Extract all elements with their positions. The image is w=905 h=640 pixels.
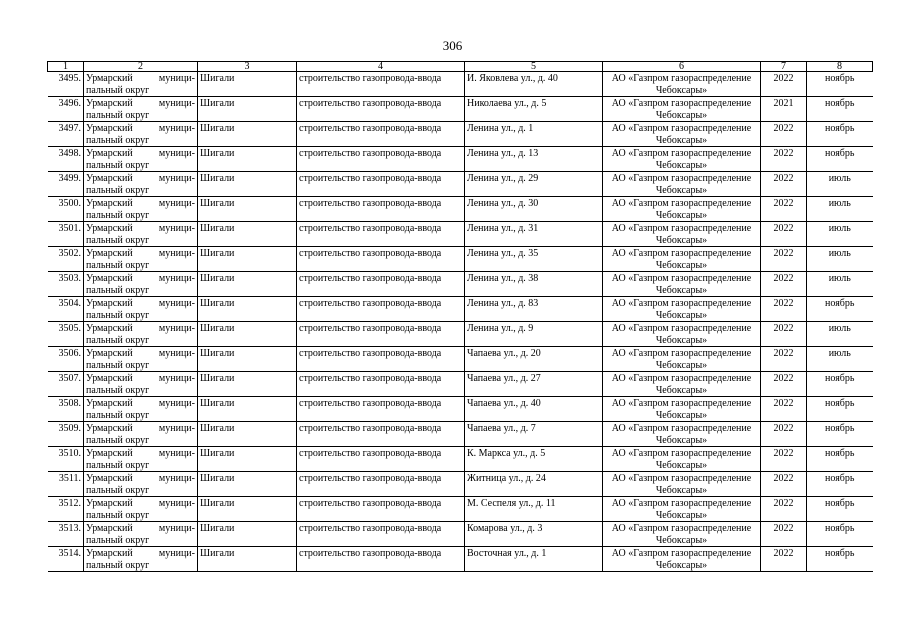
table-row [48,97,873,122]
organization-cell [603,422,761,447]
work-type-cell: строительство газопровода-ввода [297,247,465,272]
organization-line2: Чебоксары» [655,534,708,546]
organization-line2: Чебоксары» [655,334,708,346]
month-cell: июль [807,172,873,197]
district-cell [84,347,198,372]
organization-line2: Чебоксары» [655,359,708,371]
organization-cell [603,122,761,147]
address-cell: Ленина ул., д. 9 [465,322,603,347]
address-cell: Ленина ул., д. 1 [465,122,603,147]
year-cell: 2022 [761,147,807,172]
settlement-cell: Шигали [198,97,297,122]
district-name: Урмарский [86,348,133,359]
organization-line2: Чебоксары» [655,84,708,96]
organization-cell [603,472,761,497]
organization-line1: АО «Газпром газораспределение [611,498,752,509]
work-type-cell: строительство газопровода-ввода [297,447,465,472]
district-name: Урмарский [86,298,133,309]
month-cell: ноябрь [807,447,873,472]
work-type-cell: строительство газопровода-ввода [297,322,465,347]
settlement-cell: Шигали [198,172,297,197]
district-name: Урмарский [86,98,133,109]
month-cell: июль [807,197,873,222]
district-cell [84,547,198,572]
row-number: 3498. [48,147,84,172]
column-header: 8 [807,62,873,72]
row-number: 3500. [48,197,84,222]
work-type-cell: строительство газопровода-ввода [297,172,465,197]
organization-line2: Чебоксары» [655,284,708,296]
organization-line1: АО «Газпром газораспределение [611,73,752,84]
organization-cell [603,247,761,272]
district-type-part2: пальный округ [86,484,150,496]
district-cell [84,322,198,347]
settlement-cell: Шигали [198,147,297,172]
district-type-part2: пальный округ [86,109,150,121]
row-number: 3506. [48,347,84,372]
organization-line2: Чебоксары» [655,384,708,396]
settlement-cell: Шигали [198,372,297,397]
district-cell [84,372,198,397]
district-type-part1: муници- [158,98,195,109]
column-number-row [48,62,873,72]
year-cell: 2021 [761,97,807,122]
district-type-part2: пальный округ [86,509,150,521]
organization-cell [603,197,761,222]
month-cell: ноябрь [807,547,873,572]
organization-cell [603,72,761,97]
table-row [48,72,873,97]
district-type-part2: пальный округ [86,309,150,321]
row-number: 3512. [48,497,84,522]
organization-line1: АО «Газпром газораспределение [611,223,752,234]
month-cell: ноябрь [807,97,873,122]
district-type-part2: пальный округ [86,134,150,146]
table-row [48,522,873,547]
organization-line2: Чебоксары» [655,484,708,496]
table-row [48,397,873,422]
organization-cell [603,547,761,572]
page-number: 306 [442,38,463,53]
district-name: Урмарский [86,173,133,184]
address-cell: Ленина ул., д. 35 [465,247,603,272]
year-cell: 2022 [761,122,807,147]
district-cell [84,447,198,472]
district-type-part2: пальный округ [86,234,150,246]
gas-connection-table [47,61,873,572]
month-cell: ноябрь [807,297,873,322]
district-type-part2: пальный округ [86,409,150,421]
address-cell: Ленина ул., д. 31 [465,222,603,247]
district-type-part1: муници- [158,223,195,234]
column-header: 4 [297,62,465,72]
organization-cell [603,522,761,547]
table-row [48,272,873,297]
district-type-part1: муници- [158,123,195,134]
organization-cell [603,397,761,422]
district-cell [84,497,198,522]
organization-line1: АО «Газпром газораспределение [611,473,752,484]
organization-line1: АО «Газпром газораспределение [611,173,752,184]
table-row [48,222,873,247]
column-header: 5 [465,62,603,72]
table-row [48,547,873,572]
address-cell: Житница ул., д. 24 [465,472,603,497]
district-name: Урмарский [86,373,133,384]
month-cell: ноябрь [807,497,873,522]
district-type-part1: муници- [158,298,195,309]
district-name: Урмарский [86,548,133,559]
organization-line2: Чебоксары» [655,109,708,121]
organization-cell [603,497,761,522]
district-name: Урмарский [86,398,133,409]
table-row [48,297,873,322]
district-name: Урмарский [86,423,133,434]
organization-cell [603,172,761,197]
address-cell: К. Маркса ул., д. 5 [465,447,603,472]
year-cell: 2022 [761,347,807,372]
table-body [48,62,873,572]
year-cell: 2022 [761,172,807,197]
district-type-part1: муници- [158,498,195,509]
work-type-cell: строительство газопровода-ввода [297,347,465,372]
district-name: Урмарский [86,273,133,284]
district-cell [84,247,198,272]
district-type-part2: пальный округ [86,359,150,371]
year-cell: 2022 [761,372,807,397]
table-row [48,122,873,147]
row-number: 3499. [48,172,84,197]
settlement-cell: Шигали [198,447,297,472]
organization-line2: Чебоксары» [655,509,708,521]
district-name: Урмарский [86,323,133,334]
table-row [48,172,873,197]
month-cell: ноябрь [807,522,873,547]
work-type-cell: строительство газопровода-ввода [297,272,465,297]
address-cell: Николаева ул., д. 5 [465,97,603,122]
organization-line2: Чебоксары» [655,559,708,571]
district-name: Урмарский [86,248,133,259]
district-type-part1: муници- [158,548,195,559]
organization-line1: АО «Газпром газораспределение [611,123,752,134]
work-type-cell: строительство газопровода-ввода [297,222,465,247]
district-type-part1: муници- [158,473,195,484]
address-cell: М. Сеспеля ул., д. 11 [465,497,603,522]
year-cell: 2022 [761,397,807,422]
organization-line1: АО «Газпром газораспределение [611,448,752,459]
year-cell: 2022 [761,322,807,347]
month-cell: июль [807,347,873,372]
month-cell: ноябрь [807,122,873,147]
organization-line1: АО «Газпром газораспределение [611,198,752,209]
district-name: Урмарский [86,73,133,84]
address-cell: Ленина ул., д. 30 [465,197,603,222]
settlement-cell: Шигали [198,522,297,547]
organization-line1: АО «Газпром газораспределение [611,323,752,334]
district-cell [84,147,198,172]
district-type-part1: муници- [158,148,195,159]
work-type-cell: строительство газопровода-ввода [297,197,465,222]
settlement-cell: Шигали [198,322,297,347]
settlement-cell: Шигали [198,547,297,572]
work-type-cell: строительство газопровода-ввода [297,147,465,172]
organization-cell [603,97,761,122]
organization-line1: АО «Газпром газораспределение [611,398,752,409]
organization-line2: Чебоксары» [655,434,708,446]
year-cell: 2022 [761,547,807,572]
district-cell [84,72,198,97]
organization-cell [603,222,761,247]
address-cell: Чапаева ул., д. 27 [465,372,603,397]
year-cell: 2022 [761,197,807,222]
work-type-cell: строительство газопровода-ввода [297,547,465,572]
organization-line1: АО «Газпром газораспределение [611,148,752,159]
work-type-cell: строительство газопровода-ввода [297,372,465,397]
settlement-cell: Шигали [198,472,297,497]
table-row [48,447,873,472]
organization-cell [603,147,761,172]
settlement-cell: Шигали [198,497,297,522]
organization-line2: Чебоксары» [655,409,708,421]
settlement-cell: Шигали [198,297,297,322]
row-number: 3509. [48,422,84,447]
organization-line1: АО «Газпром газораспределение [611,248,752,259]
work-type-cell: строительство газопровода-ввода [297,497,465,522]
row-number: 3514. [48,547,84,572]
district-cell [84,97,198,122]
settlement-cell: Шигали [198,247,297,272]
row-number: 3510. [48,447,84,472]
district-type-part2: пальный округ [86,84,150,96]
year-cell: 2022 [761,222,807,247]
district-cell [84,122,198,147]
work-type-cell: строительство газопровода-ввода [297,72,465,97]
month-cell: июль [807,247,873,272]
organization-cell [603,297,761,322]
column-header: 1 [48,62,84,72]
work-type-cell: строительство газопровода-ввода [297,472,465,497]
district-type-part1: муници- [158,398,195,409]
table-row [48,372,873,397]
district-cell [84,272,198,297]
district-type-part1: муници- [158,73,195,84]
address-cell: Чапаева ул., д. 7 [465,422,603,447]
organization-line2: Чебоксары» [655,134,708,146]
settlement-cell: Шигали [198,272,297,297]
month-cell: ноябрь [807,72,873,97]
month-cell: ноябрь [807,397,873,422]
organization-line2: Чебоксары» [655,184,708,196]
work-type-cell: строительство газопровода-ввода [297,422,465,447]
settlement-cell: Шигали [198,197,297,222]
settlement-cell: Шигали [198,72,297,97]
address-cell: И. Яковлева ул., д. 40 [465,72,603,97]
district-type-part2: пальный округ [86,259,150,271]
district-name: Урмарский [86,148,133,159]
row-number: 3507. [48,372,84,397]
row-number: 3504. [48,297,84,322]
address-cell: Чапаева ул., д. 20 [465,347,603,372]
district-cell [84,522,198,547]
year-cell: 2022 [761,447,807,472]
address-cell: Восточная ул., д. 1 [465,547,603,572]
year-cell: 2022 [761,72,807,97]
district-cell [84,397,198,422]
row-number: 3497. [48,122,84,147]
organization-line1: АО «Газпром газораспределение [611,523,752,534]
row-number: 3502. [48,247,84,272]
table-row [48,247,873,272]
district-type-part1: муници- [158,198,195,209]
row-number: 3501. [48,222,84,247]
organization-cell [603,447,761,472]
column-header: 6 [603,62,761,72]
district-cell [84,172,198,197]
table-row [48,322,873,347]
district-name: Урмарский [86,523,133,534]
table-row [48,497,873,522]
district-type-part1: муници- [158,373,195,384]
month-cell: ноябрь [807,372,873,397]
district-name: Урмарский [86,223,133,234]
settlement-cell: Шигали [198,397,297,422]
organization-cell [603,347,761,372]
table-row [48,422,873,447]
address-cell: Комарова ул., д. 3 [465,522,603,547]
column-header: 7 [761,62,807,72]
organization-line2: Чебоксары» [655,159,708,171]
district-type-part2: пальный округ [86,209,150,221]
organization-cell [603,322,761,347]
organization-cell [603,372,761,397]
district-type-part2: пальный округ [86,184,150,196]
organization-line1: АО «Газпром газораспределение [611,273,752,284]
column-header: 3 [198,62,297,72]
district-type-part1: муници- [158,248,195,259]
district-type-part1: муници- [158,448,195,459]
organization-cell [603,272,761,297]
month-cell: ноябрь [807,422,873,447]
district-type-part1: муници- [158,348,195,359]
district-name: Урмарский [86,473,133,484]
organization-line1: АО «Газпром газораспределение [611,373,752,384]
organization-line1: АО «Газпром газораспределение [611,98,752,109]
settlement-cell: Шигали [198,222,297,247]
address-cell: Чапаева ул., д. 40 [465,397,603,422]
row-number: 3503. [48,272,84,297]
address-cell: Ленина ул., д. 13 [465,147,603,172]
year-cell: 2022 [761,497,807,522]
district-type-part2: пальный округ [86,559,150,571]
month-cell: ноябрь [807,472,873,497]
column-header: 2 [84,62,198,72]
row-number: 3511. [48,472,84,497]
organization-line2: Чебоксары» [655,209,708,221]
row-number: 3505. [48,322,84,347]
month-cell: ноябрь [807,147,873,172]
district-name: Урмарский [86,198,133,209]
district-type-part1: муници- [158,423,195,434]
organization-line2: Чебоксары» [655,459,708,471]
district-cell [84,197,198,222]
address-cell: Ленина ул., д. 83 [465,297,603,322]
organization-line1: АО «Газпром газораспределение [611,423,752,434]
year-cell: 2022 [761,472,807,497]
district-cell [84,222,198,247]
work-type-cell: строительство газопровода-ввода [297,297,465,322]
district-type-part2: пальный округ [86,384,150,396]
district-name: Урмарский [86,123,133,134]
district-type-part2: пальный округ [86,459,150,471]
year-cell: 2022 [761,422,807,447]
district-type-part1: муници- [158,323,195,334]
organization-line1: АО «Газпром газораспределение [611,348,752,359]
month-cell: июль [807,322,873,347]
month-cell: июль [807,222,873,247]
organization-line2: Чебоксары» [655,309,708,321]
district-cell [84,472,198,497]
district-type-part1: муници- [158,523,195,534]
organization-line2: Чебоксары» [655,259,708,271]
row-number: 3508. [48,397,84,422]
work-type-cell: строительство газопровода-ввода [297,522,465,547]
district-name: Урмарский [86,448,133,459]
settlement-cell: Шигали [198,347,297,372]
year-cell: 2022 [761,272,807,297]
settlement-cell: Шигали [198,422,297,447]
district-type-part2: пальный округ [86,284,150,296]
work-type-cell: строительство газопровода-ввода [297,122,465,147]
district-type-part1: муници- [158,273,195,284]
year-cell: 2022 [761,247,807,272]
settlement-cell: Шигали [198,122,297,147]
district-cell [84,422,198,447]
district-type-part1: муници- [158,173,195,184]
row-number: 3496. [48,97,84,122]
month-cell: июль [807,272,873,297]
organization-line2: Чебоксары» [655,234,708,246]
district-name: Урмарский [86,498,133,509]
row-number: 3495. [48,72,84,97]
district-type-part2: пальный округ [86,434,150,446]
district-type-part2: пальный округ [86,334,150,346]
organization-line1: АО «Газпром газораспределение [611,298,752,309]
table-row [48,472,873,497]
address-cell: Ленина ул., д. 29 [465,172,603,197]
work-type-cell: строительство газопровода-ввода [297,397,465,422]
address-cell: Ленина ул., д. 38 [465,272,603,297]
row-number: 3513. [48,522,84,547]
year-cell: 2022 [761,297,807,322]
district-cell [84,297,198,322]
district-type-part2: пальный округ [86,159,150,171]
table-row [48,197,873,222]
organization-line1: АО «Газпром газораспределение [611,548,752,559]
work-type-cell: строительство газопровода-ввода [297,97,465,122]
table-row [48,347,873,372]
table-row [48,147,873,172]
year-cell: 2022 [761,522,807,547]
district-type-part2: пальный округ [86,534,150,546]
